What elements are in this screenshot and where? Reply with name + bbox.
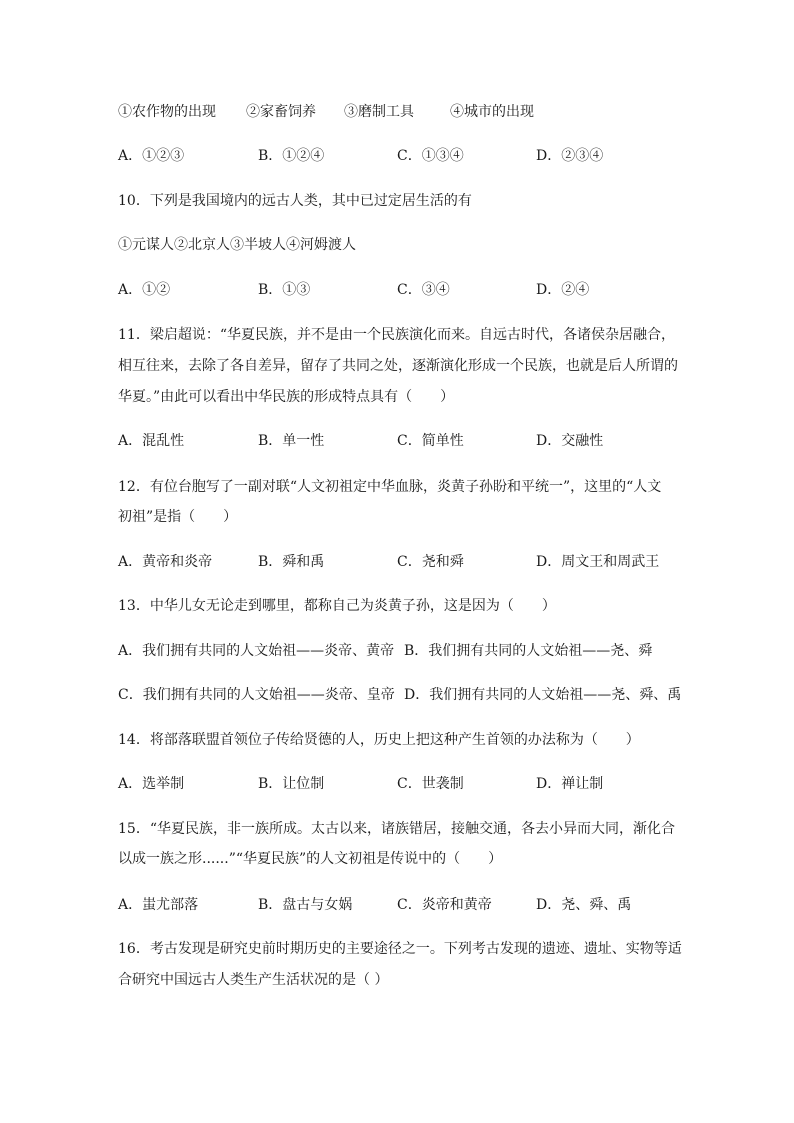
q9-items [118,102,698,122]
q16-line: 合研究中国远古人类生产生活状况的是（ ） [118,972,389,988]
q9-item: ②家畜饲养 [246,104,316,120]
q9-options [118,146,698,166]
q12-line: 初祖”是指（ ） [118,509,238,525]
q11-line: 11．梁启超说：“华夏民族，并不是由一个民族演化而来。自远古时代，各诸侯杂居融合， [118,327,675,343]
option-b: B．舜和禹 [258,554,325,570]
q9-item: ①农作物的出现 [118,104,216,120]
q10-items: ①元谋人②北京人③半坡人④河姆渡人 [118,237,356,253]
option-c: C．③④ [397,282,450,298]
option-c: C．简单性 [397,433,464,449]
option-c: C．世袭制 [397,776,464,792]
option-b: B．①③ [258,282,311,298]
option-d: D．②④ [536,282,590,298]
option-b: B．①②④ [258,148,325,164]
q14-stem: 14．将部落联盟首领位子传给贤德的人，历史上把这种产生首领的办法称为（ ） [118,732,640,748]
option-c: C．炎帝和黄帝 [397,897,492,913]
q12-options [118,552,698,572]
option-b: B．我们拥有共同的人文始祖——尧、舜 [404,643,653,659]
q15-options [118,895,698,915]
option-d: D．交融性 [536,433,604,449]
q11-options [118,431,698,451]
option-d: D．尧、舜、禹 [536,897,632,913]
option-a: A．我们拥有共同的人文始祖——炎帝、黄帝 [118,643,395,659]
q13-options-row1 [118,641,698,661]
q16-line: 16．考古发现是研究史前时期历史的主要途径之一。下列考古发现的遗迹、遗址、实物等适 [118,941,682,957]
q14-options [118,774,698,794]
q13-options-row2 [118,685,698,705]
option-a: A．①②③ [118,148,185,164]
q13-stem: 13．中华儿女无论走到哪里，都称自己为炎黄子孙，这是因为（ ） [118,598,556,614]
q9-item: ③磨制工具 [344,104,414,120]
option-a: A．选举制 [118,776,185,792]
q15-line: 15．“华夏民族，非一族所成。太古以来，诸族错居，接触交通，各去小异而大同，渐化合 [118,821,675,837]
q12-line: 12．有位台胞写了一副对联“人文初祖定中华血脉，炎黄子孙盼和平统一”，这里的“人文 [118,479,662,495]
q15-line: 以成一族之形......”“华夏民族”的人文初祖是传说中的（ ） [118,851,503,867]
q11-line: 华夏。”由此可以看出中华民族的形成特点具有（ ） [118,389,455,405]
q10-stem: 10．下列是我国境内的远古人类，其中已过定居生活的有 [118,193,472,209]
option-c: C．①③④ [397,148,464,164]
option-b: B．单一性 [258,433,325,449]
option-d: D．②③④ [536,148,604,164]
q11-line: 相互往来，去除了各自差异，留存了共同之处，逐渐演化形成一个民族，也就是后人所谓的 [118,358,678,374]
option-a: A．①② [118,282,171,298]
q10-options [118,280,698,300]
option-b: B．盘古与女娲 [258,897,353,913]
option-a: A．蚩尤部落 [118,897,199,913]
option-a: A．混乱性 [118,433,185,449]
option-b: B．让位制 [258,776,325,792]
option-c: C．尧和舜 [397,554,464,570]
option-a: A．黄帝和炎帝 [118,554,213,570]
option-d: D．周文王和周武王 [536,554,660,570]
option-d: D．禅让制 [536,776,604,792]
q9-item: ④城市的出现 [450,104,534,120]
option-c: C．我们拥有共同的人文始祖——炎帝、皇帝 [118,687,395,703]
option-d: D．我们拥有共同的人文始祖——尧、舜、禹 [404,687,682,703]
